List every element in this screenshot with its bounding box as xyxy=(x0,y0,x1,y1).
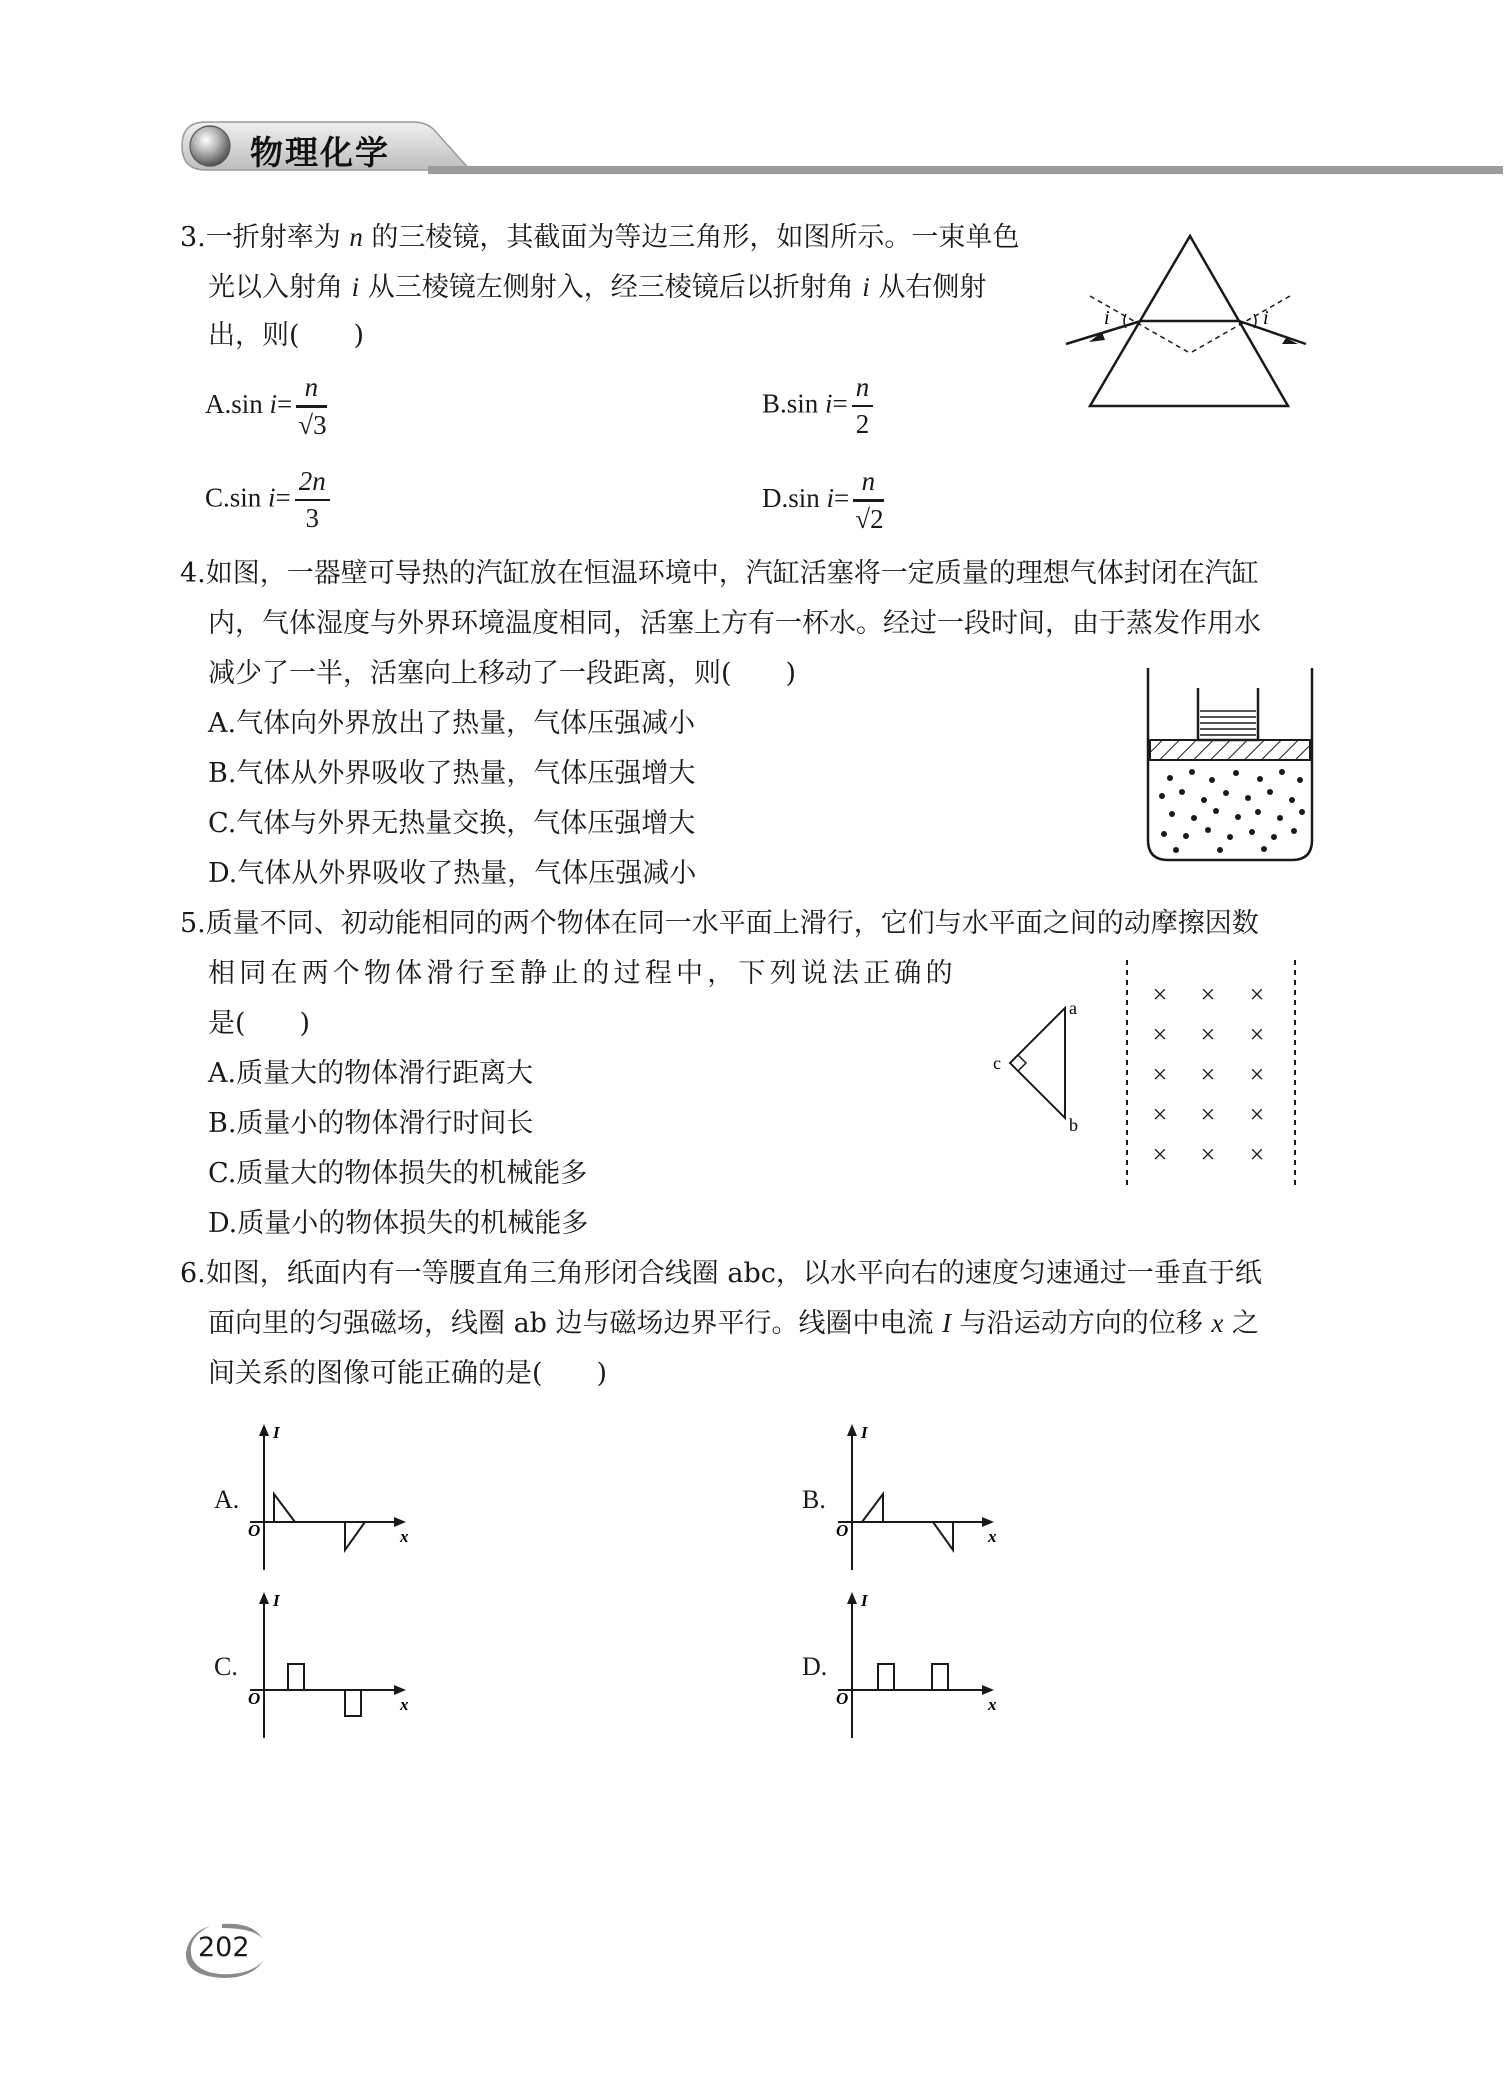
q6-line-1: 6.如图，纸面内有一等腰直角三角形闭合线圈 abc，以水平向右的速度匀速通过一垂直于纸 xyxy=(180,1258,1262,1289)
svg-text:×: × xyxy=(1152,980,1168,1009)
q5-line-2: 相同在两个物体滑行至静止的过程中，下列说法正确的 xyxy=(208,958,957,989)
graph-d-pulse-2 xyxy=(932,1664,948,1690)
prism-figure xyxy=(1060,228,1320,413)
magnetic-field-crosses xyxy=(1153,980,1265,1169)
q4-line-1: 4.如图，一器壁可导热的汽缸放在恒温环境中，汽缸活塞将一定质量的理想气体封闭在汽缸 xyxy=(180,558,1259,589)
q4-option-c: C.气体与外界无热量交换，气体压强增大 xyxy=(208,808,696,839)
q5-option-c: C.质量大的物体损失的机械能多 xyxy=(208,1158,588,1189)
graph-d xyxy=(828,1588,1008,1748)
q5-option-d: D.质量小的物体损失的机械能多 xyxy=(208,1208,589,1239)
piston xyxy=(1150,740,1310,760)
svg-text:×: × xyxy=(1152,1060,1168,1089)
graph-a xyxy=(240,1420,420,1580)
coil-triangle xyxy=(1010,1008,1065,1118)
graph-b-label: B. xyxy=(802,1485,826,1514)
page-number: 202 xyxy=(198,1932,250,1963)
graph-d-label: D. xyxy=(802,1652,828,1681)
svg-text:O: O xyxy=(836,1689,849,1708)
cylinder-figure xyxy=(1140,660,1320,870)
graph-c-negative-pulse xyxy=(345,1690,361,1716)
graph-b-positive-pulse xyxy=(862,1494,883,1522)
q6-line-2: 面向里的匀强磁场，线圈 ab 边与磁场边界平行。线圈中电流 I 与沿运动方向的位移 x 之 xyxy=(208,1308,1259,1339)
graph-a-label: A. xyxy=(214,1485,240,1514)
q6-line-3: 间关系的图像可能正确的是( ) xyxy=(208,1358,608,1389)
svg-text:x: x xyxy=(988,1695,997,1714)
graph-d-pulse-1 xyxy=(878,1664,894,1690)
q5-option-a: A.质量大的物体滑行距离大 xyxy=(208,1058,534,1089)
graph-a-negative-pulse xyxy=(345,1522,365,1550)
svg-text:×: × xyxy=(1249,1100,1265,1129)
coil-field-figure xyxy=(985,958,1325,1193)
svg-text:×: × xyxy=(1249,1020,1265,1049)
graph-b-negative-pulse xyxy=(933,1522,953,1550)
q4-line-3: 减少了一半，活塞向上移动了一段距离，则( ) xyxy=(208,658,797,689)
gas-molecules xyxy=(1159,769,1305,853)
svg-text:×: × xyxy=(1152,1140,1168,1169)
right-normal-line xyxy=(1192,296,1290,352)
q3-line-1: 3.一折射率为 n 的三棱镜，其截面为等边三角形，如图所示。一束单色 xyxy=(180,222,1020,253)
q4-option-a: A.气体向外界放出了热量，气体压强减小 xyxy=(208,708,696,739)
q4-line-2: 内，气体湿度与外界环境温度相同，活塞上方有一杯水。经过一段时间，由于蒸发作用水 xyxy=(208,608,1261,639)
header-ball-icon xyxy=(190,126,230,166)
page-header xyxy=(178,118,1504,178)
page-footer xyxy=(182,1918,272,1982)
svg-text:×: × xyxy=(1200,1140,1216,1169)
svg-text:x: x xyxy=(988,1527,997,1546)
cylinder-wall xyxy=(1148,668,1312,860)
q5-option-b: B.质量小的物体滑行时间长 xyxy=(208,1108,534,1139)
svg-text:I: I xyxy=(861,1423,868,1442)
svg-text:x: x xyxy=(400,1527,409,1546)
q3-option-b: B.sin i= $\frac{n}{2}$ xyxy=(762,372,873,440)
svg-text:I: I xyxy=(861,1591,868,1610)
graph-c-positive-pulse xyxy=(288,1664,304,1690)
coil-label-c: c xyxy=(993,1053,1001,1073)
svg-text:I: I xyxy=(273,1423,280,1442)
graph-a-positive-pulse xyxy=(274,1494,295,1522)
svg-text:×: × xyxy=(1152,1100,1168,1129)
q4-option-d: D.气体从外界吸收了热量，气体压强减小 xyxy=(208,858,697,889)
svg-text:×: × xyxy=(1249,1140,1265,1169)
svg-text:×: × xyxy=(1200,1100,1216,1129)
svg-text:×: × xyxy=(1200,1020,1216,1049)
q5-line-3: 是( ) xyxy=(208,1008,311,1039)
graph-c xyxy=(240,1588,420,1748)
prism-label-i-right: i xyxy=(1263,307,1269,329)
graph-b xyxy=(828,1420,1008,1580)
q3-option-d: D.sin i= $\frac{n}{√2}$ xyxy=(762,466,884,535)
svg-text:O: O xyxy=(248,1521,261,1540)
svg-text:×: × xyxy=(1200,1060,1216,1089)
graph-c-label: C. xyxy=(214,1652,238,1681)
svg-text:O: O xyxy=(248,1689,261,1708)
svg-text:O: O xyxy=(836,1521,849,1540)
q3-line-2: 光以入射角 i 从三棱镜左侧射入，经三棱镜后以折射角 i 从右侧射 xyxy=(208,272,987,303)
svg-text:x: x xyxy=(400,1695,409,1714)
svg-text:×: × xyxy=(1152,1020,1168,1049)
q3-option-c: C.sin i= $\frac{2n}{3}$ xyxy=(205,466,330,534)
q3-option-a: A.sin i= $\frac{n}{√3}$ xyxy=(205,372,327,441)
svg-text:×: × xyxy=(1249,1060,1265,1089)
header-title: 物理化学 xyxy=(250,133,390,172)
svg-text:I: I xyxy=(273,1591,280,1610)
svg-text:×: × xyxy=(1249,980,1265,1009)
q5-line-1: 5.质量不同、初动能相同的两个物体在同一水平面上滑行，它们与水平面之间的动摩擦因数 xyxy=(180,908,1259,939)
prism-label-i-left: i xyxy=(1104,307,1110,329)
q3-line-3: 出，则( ) xyxy=(208,320,365,351)
svg-text:×: × xyxy=(1200,980,1216,1009)
coil-label-b: b xyxy=(1069,1115,1078,1135)
coil-label-a: a xyxy=(1069,998,1077,1018)
q4-option-b: B.气体从外界吸收了热量，气体压强增大 xyxy=(208,758,696,789)
water xyxy=(1200,710,1256,738)
